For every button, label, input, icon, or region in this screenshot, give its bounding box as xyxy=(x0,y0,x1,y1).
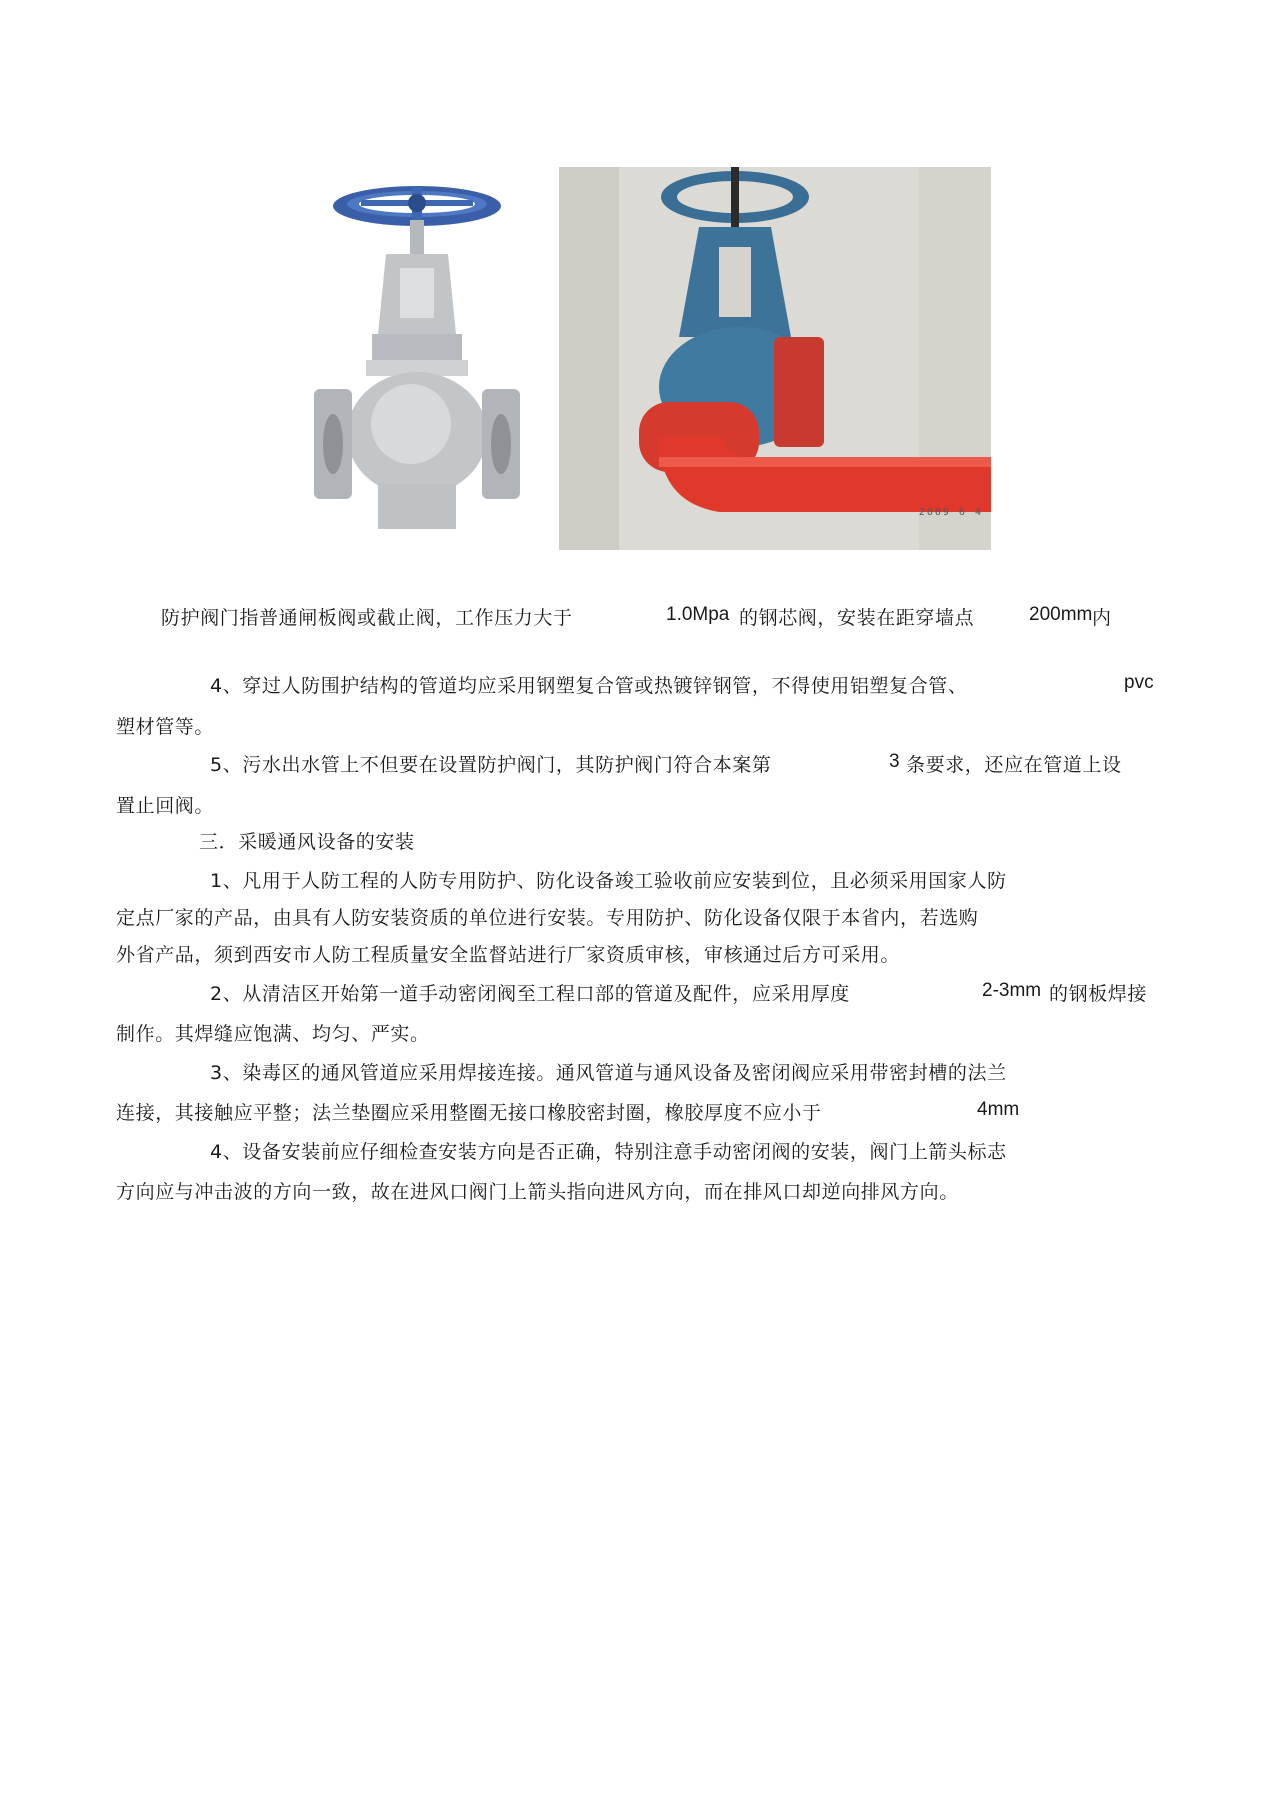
photo-date-stamp: 2009 6 4 xyxy=(918,507,983,518)
valve-photo-left xyxy=(306,184,528,550)
s4-line1: 4、设备安装前应仔细检查安装方向是否正确，特别注意手动密闭阀的安装，阀门上箭头标志 xyxy=(210,1141,1007,1163)
caption-text-1: 防护阀门指普通闸板阀或截止阀，工作压力大于 xyxy=(161,607,573,629)
item5-line1: 5、污水出水管上不但要在设置防护阀门，其防护阀门符合本案第 xyxy=(210,754,772,776)
s1-line3: 外省产品，须到西安市人防工程质量安全监督站进行厂家资质审核，审核通过后方可采用。 xyxy=(116,944,901,966)
valve-photo-right xyxy=(559,167,991,550)
globe-valve-image xyxy=(306,184,528,550)
item4-line1: 4、穿过人防围护结构的管道均应采用钢塑复合管或热镀锌钢管，不得使用铝塑复合管、 xyxy=(210,675,968,697)
s2-line1-value: 2-3mm xyxy=(982,980,1042,1001)
s3-line2: 连接，其接触应平整；法兰垫圈应采用整圈无接口橡胶密封圈，橡胶厚度不应小于 xyxy=(116,1102,822,1124)
item5-line2: 置止回阀。 xyxy=(116,795,215,817)
installed-valve-image xyxy=(559,167,991,550)
s2-line1: 2、从清洁区开始第一道手动密闭阀至工程口部的管道及配件，应采用厚度 xyxy=(210,983,850,1005)
s1-line1: 1、凡用于人防工程的人防专用防护、防化设备竣工验收前应安装到位，且必须采用国家人防 xyxy=(210,870,1007,892)
s3-line1: 3、染毒区的通风管道应采用焊接连接。通风管道与通风设备及密闭阀应采用带密封槽的法兰 xyxy=(210,1062,1007,1084)
caption-value-distance: 200mm xyxy=(1029,604,1093,625)
caption-text-2: 的钢芯阀，安装在距穿墙点 xyxy=(739,607,975,629)
section-3-heading: 三．采暖通风设备的安装 xyxy=(199,831,415,853)
s2-line2: 制作。其焊缝应饱满、均匀、严实。 xyxy=(116,1023,430,1045)
caption-text-3: 内 xyxy=(1092,607,1112,629)
s1-line2: 定点厂家的产品，由具有人防安装资质的单位进行安装。专用防护、防化设备仅限于本省内，若选购 xyxy=(116,907,979,929)
item4-line2: 塑材管等。 xyxy=(116,716,215,738)
s3-line2-value: 4mm xyxy=(977,1099,1020,1120)
s4-line2: 方向应与冲击波的方向一致，故在进风口阀门上箭头指向进风方向，而在排风口却逆向排风方向。 xyxy=(116,1181,959,1203)
caption-value-pressure: 1.0Mpa xyxy=(666,604,730,625)
item4-line1-tail: pvc xyxy=(1124,672,1154,693)
s2-line1-tail: 的钢板焊接 xyxy=(1049,983,1148,1005)
item5-line1-num: 3 xyxy=(889,751,900,772)
item5-line1-tail: 条要求，还应在管道上设 xyxy=(906,754,1122,776)
